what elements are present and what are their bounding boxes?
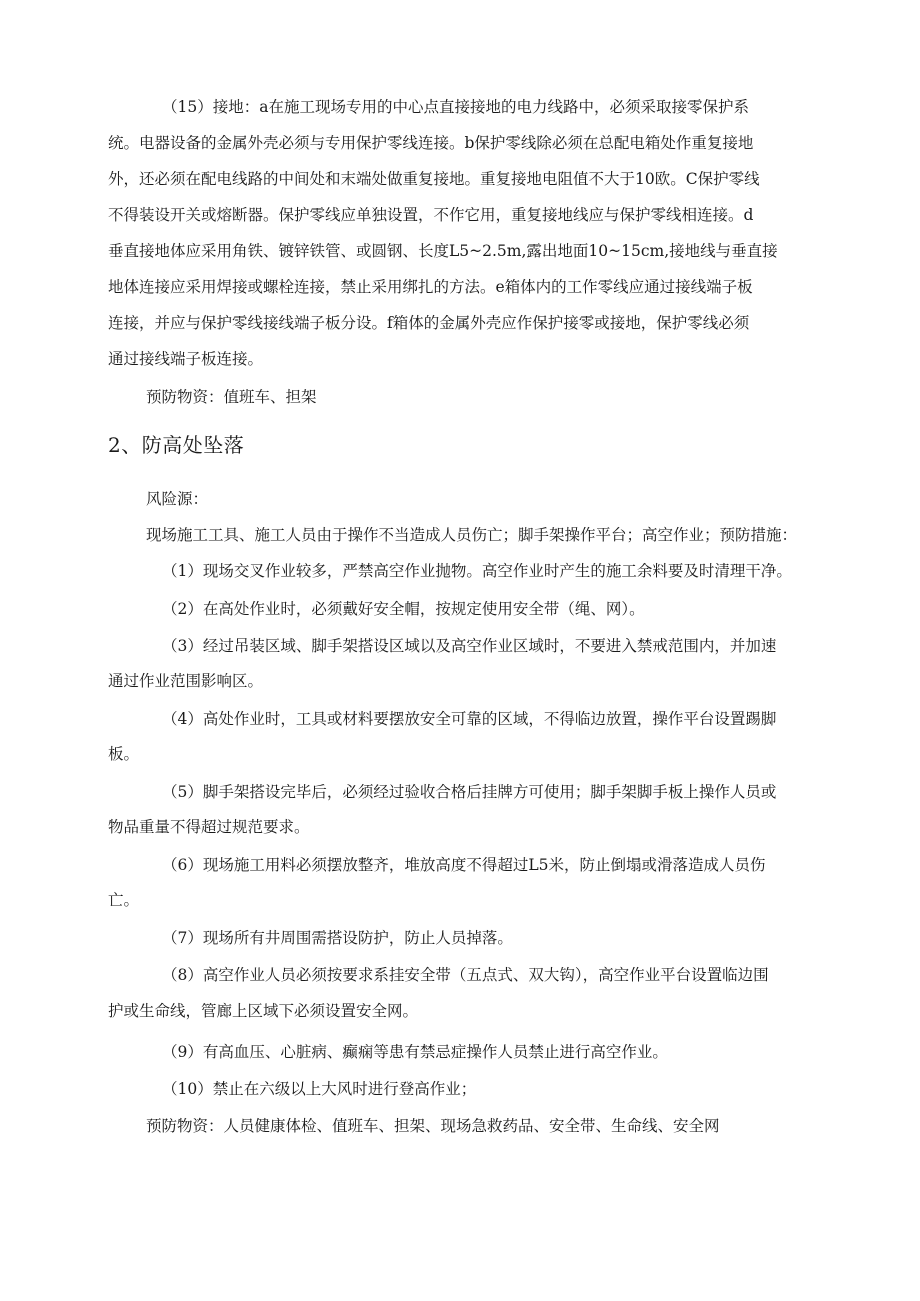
measure-item: （4）高处作业时，工具或材料要摆放安全可靠的区域，不得临边放置，操作平台设置踢脚: [162, 710, 777, 728]
paragraph-line: 地体连接应采用焊接或螺栓连接，禁止采用绑扎的方法。e箱体内的工作零线应通过接线端子板: [108, 278, 753, 296]
measure-item-continuation: 板。: [108, 745, 140, 763]
measure-item: （6）现场施工用料必须摆放整齐，堆放高度不得超过L5米，防止倒塌或滑落造成人员伤: [162, 856, 766, 874]
paragraph-line: （15）接地：a在施工现场专用的中心点直接接地的电力线路中，必须采取接零保护系: [162, 98, 749, 116]
risk-source-label: 风险源：: [146, 490, 209, 508]
paragraph-line: 通过接线端子板连接。: [108, 350, 264, 368]
measure-item-continuation: 通过作业范围影响区。: [108, 672, 264, 690]
measure-item: （1）现场交叉作业较多，严禁高空作业抛物。高空作业时产生的施工余料要及时清理干净。: [162, 562, 792, 580]
measure-item-continuation: 物品重量不得超过规范要求。: [108, 818, 310, 836]
measure-item: （7）现场所有井周围需搭设防护，防止人员掉落。: [162, 929, 513, 947]
measure-item: （2）在高处作业时，必须戴好安全帽，按规定使用安全带（绳、网）。: [162, 600, 645, 618]
measure-item-continuation: 护或生命线，管廊上区域下必须设置安全网。: [108, 1002, 419, 1020]
measure-item: （8）高空作业人员必须按要求系挂安全带（五点式、双大钩），高空作业平台设置临边围: [162, 966, 769, 984]
paragraph-line: 连接，并应与保护零线接线端子板分设。f箱体的金属外壳应作保护接零或接地，保护零线必须: [108, 314, 750, 332]
paragraph-line: 外，还必须在配电线路的中间处和末端处做重复接地。重复接地电阻值不大于10欧。C保护零线: [108, 170, 760, 188]
measure-item: （3）经过吊装区域、脚手架搭设区域以及高空作业区域时，不要进入禁戒范围内，并加速: [162, 637, 777, 655]
risk-source-text: 现场施工工具、施工人员由于操作不当造成人员伤亡；脚手架操作平台；高空作业；预防措施：: [146, 526, 798, 544]
measure-item: （10）禁止在六级以上大风时进行登高作业；: [162, 1080, 477, 1098]
section-heading: 2、防高处坠落: [108, 433, 245, 457]
paragraph-line: 统。电器设备的金属外壳必须与专用保护零线连接。b保护零线除必须在总配电箱处作重复接地: [108, 134, 754, 152]
prevention-supplies-2: 预防物资：人员健康体检、值班车、担架、现场急救药品、安全带、生命线、安全网: [146, 1117, 720, 1135]
paragraph-line: 垂直接地体应采用角铁、镀锌铁管、或圆钢、长度L5~2.5m,露出地面10~15cm,接地线与垂直接: [108, 242, 778, 260]
measure-item-continuation: 亡。: [108, 891, 140, 909]
measure-item: （9）有高血压、心脏病、癫痫等患有禁忌症操作人员禁止进行高空作业。: [162, 1043, 668, 1061]
measure-item: （5）脚手架搭设完毕后，必须经过验收合格后挂牌方可使用；脚手架脚手板上操作人员或: [162, 783, 777, 801]
paragraph-line: 不得装设开关或熔断器。保护零线应单独设置，不作它用，重复接地线应与保护零线相连接。d: [108, 206, 754, 224]
prevention-supplies-15: 预防物资：值班车、担架: [146, 388, 317, 406]
